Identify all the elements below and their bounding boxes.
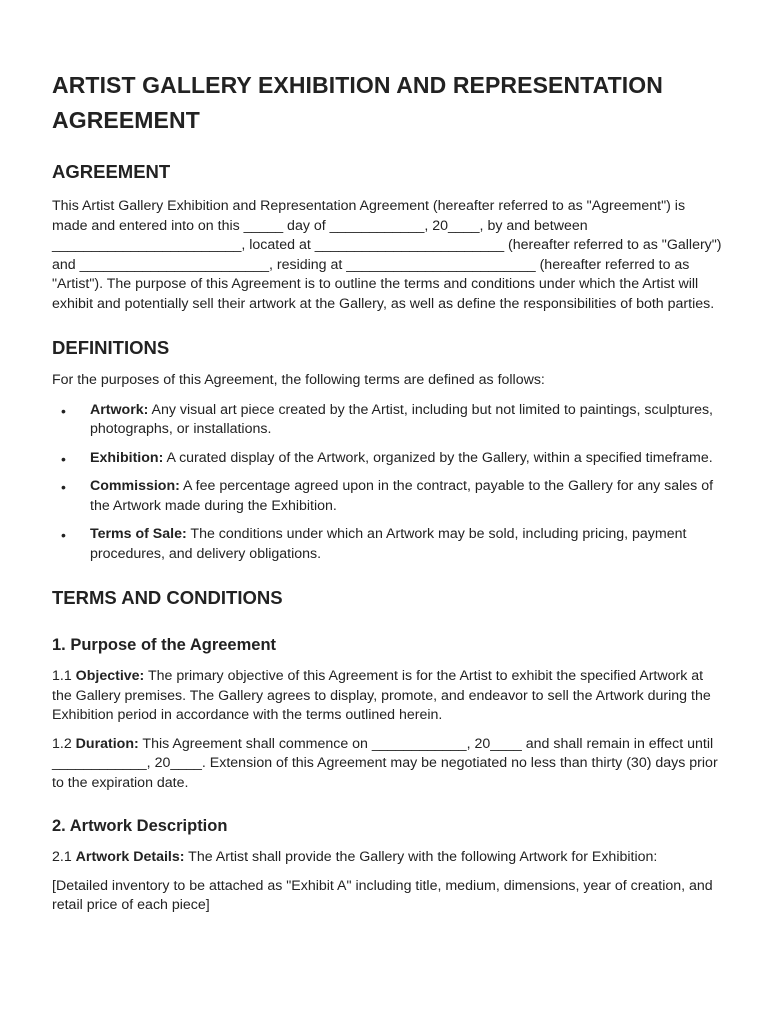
definition-item (52, 401, 724, 440)
section-2-inventory-note: [Detailed inventory to be attached as "Exhibit A" including title, medium, dimensions, year of creation, and retail price of each piece] (52, 877, 713, 913)
definition-term: Terms of Sale: (90, 526, 187, 542)
section-1-heading: 1. Purpose of the Agreement (52, 636, 277, 654)
definitions-list (52, 401, 724, 565)
bullet-icon: • (61, 402, 66, 419)
section-2-heading: 2. Artwork Description (52, 817, 228, 835)
clause-number: 1.1 (52, 668, 76, 684)
clause-number: 2.1 (52, 849, 76, 865)
definition-text: A fee percentage agreed upon in the contract, payable to the Gallery for any sales of the Artwork made during the Exhibition. (90, 478, 714, 514)
definitions-intro: For the purposes of this Agreement, the following terms are defined as follows: (52, 372, 545, 388)
agreement-heading: AGREEMENT (52, 161, 171, 182)
definition-item (52, 525, 724, 564)
clause-text: The Artist shall provide the Gallery with the following Artwork for Exhibition: (184, 849, 658, 865)
document-title: ARTIST GALLERY EXHIBITION AND REPRESENTATION AGREEMENT (52, 72, 663, 133)
definition-text: The conditions under which an Artwork may be sold, including pricing, payment procedures, and delivery obligations. (90, 526, 687, 562)
terms-heading: TERMS AND CONDITIONS (52, 587, 283, 608)
definition-term: Commission: (90, 478, 180, 494)
definition-item (52, 449, 724, 469)
section-1-1-paragraph (52, 667, 724, 726)
definition-text: A curated display of the Artwork, organized by the Gallery, within a specified timeframe. (163, 449, 713, 466)
document-page (52, 68, 724, 916)
clause-text: This Agreement shall commence on ____________, 20____ and shall remain in effect until ____________, 20____. Extension of this Agreement may be negotiated no less than thirty (30) days prior to the expiration date. (52, 735, 718, 791)
bullet-icon: • (61, 479, 66, 495)
definition-text: Any visual art piece created by the Artist, including but not limited to paintings, sculptures, photographs, or installations. (90, 401, 713, 437)
clause-number: 1.2 (52, 735, 76, 752)
definition-term: Artwork: (90, 401, 149, 418)
clause-term: Duration: (75, 735, 139, 752)
definition-item (52, 477, 724, 516)
clause-text: The primary objective of this Agreement is for the Artist to exhibit the specified Artwork at the Gallery premises. The Gallery agrees to display, promote, and endeavor to sell the Artwork during the Exhibition period in accordance with the terms outlined herein. (52, 668, 711, 723)
agreement-body: This Artist Gallery Exhibition and Representation Agreement (hereafter referred to as "Agreement") is made and entered into on this _____ day of ____________, 20____, by and between ________________________, located at ________________________ (hereafter referred to as "Gallery") and ________________________, residing at ________________________ (hereafter referred to as "Artist"). The purpose of this Agreement is to outline the terms and conditions under which the Artist will exhibit and potentially sell their artwork at the Gallery, as well as define the responsibilities of both parties. (52, 198, 722, 312)
clause-term: Objective: (75, 668, 145, 684)
section-1-2-paragraph (52, 735, 724, 794)
definition-term: Exhibition: (90, 449, 164, 466)
clause-term: Artwork Details: (75, 849, 185, 865)
section-2-1-paragraph (52, 848, 724, 868)
definitions-heading: DEFINITIONS (52, 337, 170, 358)
bullet-icon: • (61, 527, 66, 543)
bullet-icon: • (61, 450, 66, 467)
